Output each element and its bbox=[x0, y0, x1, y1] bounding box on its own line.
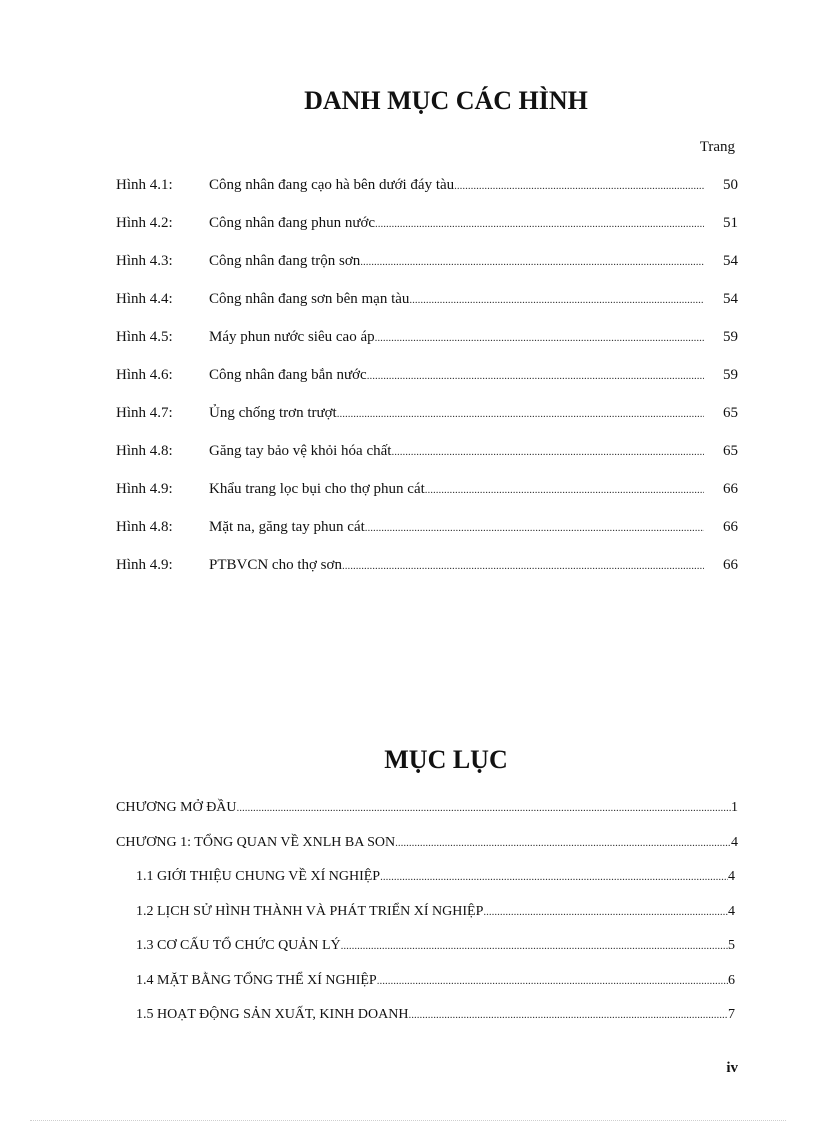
toc-page-number: 4 bbox=[728, 903, 735, 919]
figure-list-item[interactable] bbox=[116, 441, 738, 461]
figure-label: Hình 4.7: bbox=[116, 405, 173, 421]
figure-page-number: 59 bbox=[723, 329, 738, 345]
figure-list-item[interactable] bbox=[116, 251, 738, 271]
dot-leader bbox=[408, 1005, 728, 1025]
toc-page-number: 1 bbox=[731, 800, 738, 815]
toc-section-entry[interactable] bbox=[136, 867, 735, 887]
figure-page-number: 54 bbox=[723, 253, 738, 269]
dot-leader bbox=[377, 971, 728, 991]
figure-list-item[interactable] bbox=[116, 517, 738, 537]
toc-page-number: 4 bbox=[731, 834, 738, 850]
toc-entry-title: CHƯƠNG 1: TỔNG QUAN VỀ XNLH BA SON bbox=[116, 834, 396, 850]
figure-label: Hình 4.8: bbox=[116, 519, 173, 535]
toc-page-number: 7 bbox=[728, 1007, 735, 1022]
toc-entry-title: 1.3 CƠ CẤU TỔ CHỨC QUẢN LÝ bbox=[136, 938, 341, 953]
figure-list-item[interactable] bbox=[116, 403, 738, 423]
toc-section-entry[interactable] bbox=[136, 936, 735, 956]
figure-page-number: 66 bbox=[723, 557, 738, 573]
figure-label: Hình 4.9: bbox=[116, 481, 173, 497]
figure-label: Hình 4.8: bbox=[116, 443, 173, 459]
dot-leader bbox=[341, 936, 728, 956]
page-bottom-divider bbox=[30, 1120, 786, 1121]
figure-label: Hình 4.9: bbox=[116, 557, 173, 573]
page-number: iv bbox=[726, 1060, 738, 1076]
figure-label: Hình 4.6: bbox=[116, 367, 173, 383]
figure-caption: Công nhân đang phun nước bbox=[209, 215, 376, 231]
figure-caption: Khẩu trang lọc bụi cho thợ phun cát bbox=[209, 481, 425, 497]
figure-page-number: 59 bbox=[723, 367, 738, 383]
toc-page-number: 6 bbox=[728, 972, 735, 988]
figure-label: Hình 4.3: bbox=[116, 253, 173, 269]
figure-list-item[interactable] bbox=[116, 365, 738, 385]
toc-chapter-entry[interactable] bbox=[116, 798, 738, 818]
dot-leader bbox=[337, 404, 704, 424]
toc-entry-title: 1.2 LỊCH SỬ HÌNH THÀNH VÀ PHÁT TRIỂN XÍ NGHIỆP bbox=[136, 903, 484, 919]
dot-leader bbox=[425, 480, 704, 500]
figure-page-number: 51 bbox=[723, 215, 738, 231]
toc-title: MỤC LỤC bbox=[384, 745, 508, 774]
figure-page-number: 65 bbox=[723, 443, 738, 459]
toc-page-number: 4 bbox=[728, 869, 735, 884]
dot-leader bbox=[360, 252, 704, 272]
dot-leader bbox=[395, 833, 731, 853]
dot-leader bbox=[237, 798, 731, 818]
figure-caption: Mặt na, găng tay phun cát bbox=[209, 519, 365, 535]
dot-leader bbox=[409, 290, 704, 310]
figure-caption: Công nhân đang cạo hà bên dưới đáy tàu bbox=[209, 177, 455, 193]
figure-list-item[interactable] bbox=[116, 175, 738, 195]
figure-caption: Máy phun nước siêu cao áp bbox=[209, 329, 375, 345]
figure-caption: Công nhân đang sơn bên mạn tàu bbox=[209, 291, 410, 307]
figure-page-number: 66 bbox=[723, 481, 738, 497]
toc-page-number: 5 bbox=[728, 938, 735, 953]
figure-caption: Ủng chống trơn trượt bbox=[209, 405, 337, 421]
figure-label: Hình 4.1: bbox=[116, 177, 173, 193]
dot-leader bbox=[391, 442, 704, 462]
dot-leader bbox=[342, 556, 704, 576]
dot-leader bbox=[454, 176, 704, 196]
figure-page-number: 66 bbox=[723, 519, 738, 535]
figure-list-item[interactable] bbox=[116, 327, 738, 347]
figure-list-item[interactable] bbox=[116, 213, 738, 233]
dot-leader bbox=[380, 867, 728, 887]
toc-chapter-entry[interactable] bbox=[116, 833, 738, 853]
dot-leader bbox=[367, 366, 704, 386]
figure-list-item[interactable] bbox=[116, 289, 738, 309]
figure-label: Hình 4.5: bbox=[116, 329, 173, 345]
toc-section-entry[interactable] bbox=[136, 971, 735, 991]
figure-page-number: 50 bbox=[723, 177, 738, 193]
toc-entry-title: 1.4 MẶT BẰNG TỔNG THỂ XÍ NGHIỆP bbox=[136, 972, 377, 988]
dot-leader bbox=[375, 214, 704, 234]
figure-caption: Công nhân đang bắn nước bbox=[209, 367, 367, 383]
figure-caption: PTBVCN cho thợ sơn bbox=[209, 557, 342, 573]
figures-list-title: DANH MỤC CÁC HÌNH bbox=[304, 86, 588, 115]
toc-entry-title: CHƯƠNG MỞ ĐẦU bbox=[116, 800, 237, 815]
toc-section-entry[interactable] bbox=[136, 1005, 735, 1025]
figure-list-item[interactable] bbox=[116, 479, 738, 499]
figure-page-number: 54 bbox=[723, 291, 738, 307]
dot-leader bbox=[365, 518, 704, 538]
toc-entry-title: 1.1 GIỚI THIỆU CHUNG VỀ XÍ NGHIỆP bbox=[136, 869, 381, 884]
figure-label: Hình 4.4: bbox=[116, 291, 173, 307]
dot-leader bbox=[483, 902, 728, 922]
figure-label: Hình 4.2: bbox=[116, 215, 173, 231]
toc-section-entry[interactable] bbox=[136, 902, 735, 922]
figure-page-number: 65 bbox=[723, 405, 738, 421]
figure-caption: Găng tay bảo vệ khỏi hóa chất bbox=[209, 443, 392, 459]
figure-list-item[interactable] bbox=[116, 555, 738, 575]
figure-caption: Công nhân đang trộn sơn bbox=[209, 253, 361, 269]
dot-leader bbox=[375, 328, 704, 348]
toc-entry-title: 1.5 HOẠT ĐỘNG SẢN XUẤT, KINH DOANH bbox=[136, 1007, 409, 1022]
page-column-header: Trang bbox=[699, 139, 735, 155]
